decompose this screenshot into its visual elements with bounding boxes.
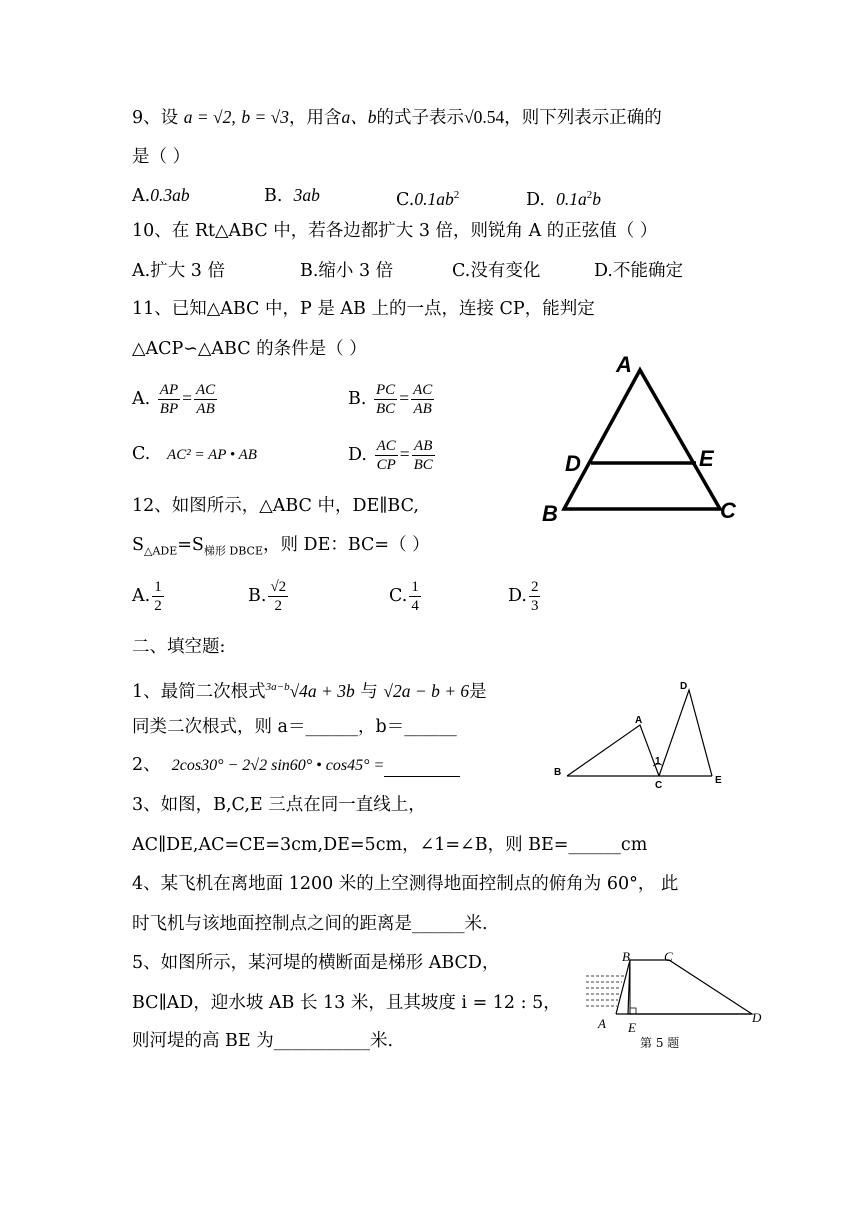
figure-5 bbox=[582, 946, 772, 1058]
fig5-label-c: C bbox=[664, 949, 673, 964]
q11-option-d: D. $\frac{AC}{CP}$ = $\frac{AB}{BC}$ bbox=[348, 438, 433, 473]
fig3-label-1: 1 bbox=[655, 756, 661, 767]
q10-line1: 10、在 Rt△ABC 中，若各边都扩大 3 倍，则锐角 A 的正弦值（ ） bbox=[132, 221, 658, 241]
q12-line1: 12、如图所示，△ABC 中，DE∥BC, bbox=[132, 496, 419, 516]
fig5-label-a: A bbox=[598, 1016, 606, 1031]
trapezoid-abcd bbox=[628, 960, 752, 1014]
q12-option-d: D. $\frac{2}{3}$ bbox=[508, 579, 539, 614]
figure-3 bbox=[552, 676, 732, 792]
q10-option-d: D.不能确定 bbox=[594, 261, 683, 281]
q9-line2: 是（ ） bbox=[132, 147, 191, 167]
q11-option-c: C. AC² = AP • AB bbox=[132, 444, 257, 464]
f1-line2: 同类二次根式，则 a＝______，b＝______ bbox=[132, 717, 457, 737]
triangle-figure bbox=[538, 352, 748, 530]
f4-line1: 4、某飞机在离地面 1200 米的上空测得地面控制点的俯角为 60°， 此 bbox=[132, 874, 679, 894]
f2-line: 2、 2cos30° − 2√2 sin60° • cos45° = bbox=[132, 754, 460, 777]
q9-option-d: D. $0.1a^2b$ bbox=[526, 188, 601, 210]
q12-option-c: C. $\frac{1}{4}$ bbox=[389, 579, 419, 614]
fig5-caption: 第 5 题 bbox=[640, 1036, 680, 1050]
triangle-abc-fig3 bbox=[567, 725, 659, 776]
fig5-label-b: B bbox=[622, 949, 630, 964]
triangle-cde bbox=[659, 690, 712, 776]
q9-option-b: B. 3ab bbox=[264, 185, 320, 206]
f5-line2: BC∥AD，迎水坡 AB 长 13 米，且其坡度 i = 12 : 5， bbox=[132, 993, 561, 1013]
section-heading: 二、填空题: bbox=[132, 637, 226, 657]
q12-line2: $S_{\triangle ADE}=S_{梯形 DBCE}$，则 DE：BC=（ ） bbox=[132, 535, 430, 558]
q11-option-b: B. $\frac{PC}{BC}$ = $\frac{AC}{AB}$ bbox=[348, 382, 433, 417]
vertex-a-label: A bbox=[616, 352, 632, 377]
fig5-label-e: E bbox=[628, 1020, 636, 1035]
f2-answer-blank[interactable] bbox=[384, 758, 460, 777]
fig3-label-c: C bbox=[655, 780, 663, 791]
f1-line1: 1、最简二次根式$^{3a-b}$√4a + 3b 与 √2a − b + 6是 bbox=[132, 680, 487, 702]
q11-option-a: A. $\frac{AP}{BP}$ = $\frac{AC}{AB}$ bbox=[132, 382, 216, 417]
f5-line1: 5、如图所示，某河堤的横断面是梯形 ABCD， bbox=[132, 953, 500, 973]
q11-line2: △ACP∽△ABC 的条件是（ ） bbox=[132, 339, 367, 359]
q10-option-b: B.缩小 3 倍 bbox=[300, 261, 394, 281]
q12-option-b: B. $\frac{√2}{2}$ bbox=[248, 579, 287, 614]
f3-line2: AC∥DE,AC=CE=3cm,DE=5cm，∠1=∠B，则 BE=______cm bbox=[132, 835, 648, 855]
fig5-label-d: D bbox=[752, 1010, 762, 1025]
vertex-c-label: C bbox=[720, 498, 736, 523]
vertex-b-label: B bbox=[542, 501, 558, 526]
fig3-label-d: D bbox=[680, 681, 688, 692]
fig3-label-e: E bbox=[715, 775, 722, 786]
triangle-abc bbox=[564, 370, 720, 509]
f3-line1: 3、如图，B,C,E 三点在同一直线上， bbox=[132, 795, 426, 815]
q10-option-c: C.没有变化 bbox=[452, 261, 541, 281]
q9-option-c: $C.0.1ab^2$ bbox=[396, 188, 460, 210]
water-lines bbox=[586, 976, 624, 1006]
right-angle-mark bbox=[630, 1008, 636, 1014]
q9-line1: 9、设 a = √2, b = √3，用含a、b的式子表示√0.54，则下列表示正确的 bbox=[132, 107, 662, 128]
f4-line2: 时飞机与该地面控制点之间的距离是______米. bbox=[132, 914, 488, 934]
q9-option-a: A.0.3ab bbox=[132, 185, 190, 206]
fig3-label-b: B bbox=[554, 767, 562, 778]
vertex-e-label: E bbox=[699, 446, 714, 471]
q11-line1: 11、已知△ABC 中，P 是 AB 上的一点，连接 CP，能判定 bbox=[132, 299, 595, 319]
q10-option-a: A.扩大 3 倍 bbox=[132, 261, 225, 281]
fig3-label-a: A bbox=[635, 715, 643, 726]
q12-option-a: A. $\frac{1}{2}$ bbox=[132, 579, 162, 614]
f5-line3: 则河堤的高 BE 为___________米. bbox=[132, 1031, 394, 1051]
vertex-d-label: D bbox=[565, 451, 581, 476]
